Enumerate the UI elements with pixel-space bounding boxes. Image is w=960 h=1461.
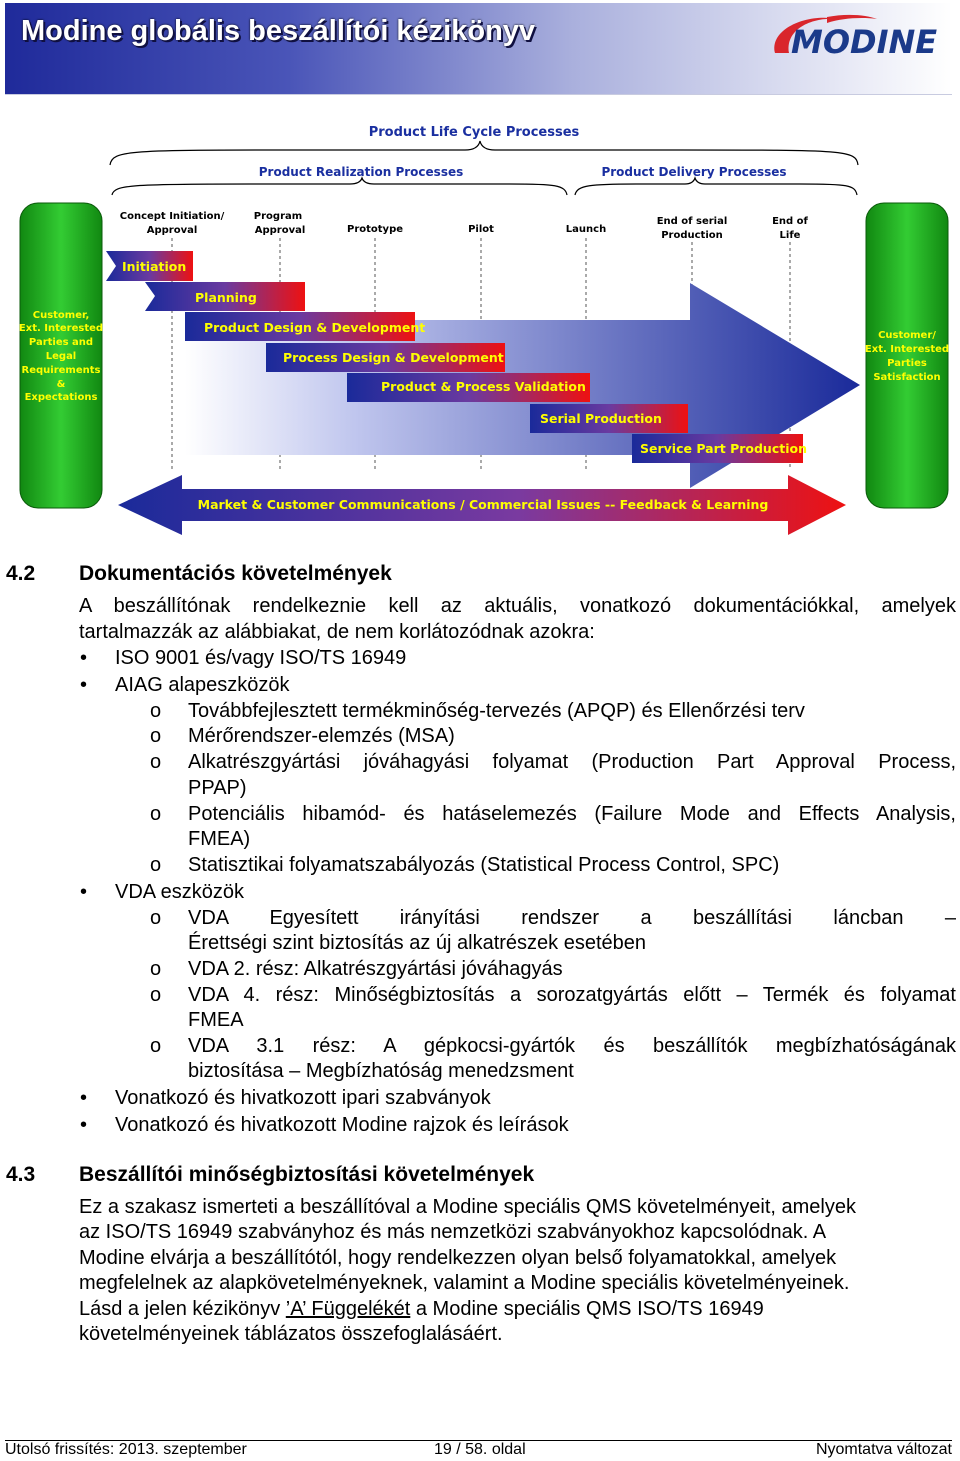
section-number: 4.3 — [6, 1163, 36, 1186]
realization-label: Product Realization Processes — [258, 165, 464, 179]
left-pillar-text-7: Expectations — [24, 392, 98, 403]
bullet-mark: • — [80, 881, 88, 903]
milestone-program: Program — [253, 211, 303, 222]
milestone-pilot: Pilot — [468, 224, 494, 235]
milestone-end-serial: End of serial — [656, 216, 728, 227]
sub-bullet-mark: o — [150, 907, 162, 929]
list-item: Vonatkozó és hivatkozott ipari szabványok — [115, 1087, 491, 1109]
logo-text: MODINE — [791, 23, 938, 61]
sub-bullet-mark: o — [150, 958, 162, 980]
section-title: Beszállítói minőségbiztosítási követelmények — [79, 1163, 535, 1186]
sub-list-item-cont: FMEA) — [188, 828, 251, 850]
milestone-launch: Launch — [565, 224, 607, 235]
milestone-concept-2: Approval — [146, 225, 198, 236]
left-pillar-text-6: & — [56, 379, 66, 390]
left-pillar-text-2: Ext. Interested — [18, 323, 104, 334]
sub-bullet-mark: o — [150, 700, 162, 722]
phase-label-process-design: Process Design & Development — [283, 350, 504, 365]
list-item: Vonatkozó és hivatkozott Modine rajzok és leírások — [115, 1114, 569, 1136]
modine-logo — [767, 9, 947, 69]
milestone-prototype: Prototype — [346, 224, 404, 235]
sub-list-item: VDA 3.1 rész: A gépkocsi-gyártók és beszállítók megbízhatóságának — [188, 1035, 956, 1057]
section-number: 4.2 — [6, 562, 36, 585]
intro-line-2: tartalmazzák az alábbiakat, de nem korlátozódnak azokra: — [79, 621, 595, 643]
sub-bullet-mark: o — [150, 803, 162, 825]
phase-label-initiation: Initiation — [122, 259, 187, 274]
para-line — [79, 1297, 956, 1323]
bullet-mark: • — [80, 674, 88, 696]
sub-list-item-cont: biztosítása – Megbízhatóság menedzsment — [188, 1060, 574, 1082]
list-item: AIAG alapeszközök — [115, 674, 290, 696]
left-pillar-text-4: Legal — [45, 351, 77, 362]
sub-list-item: Alkatrészgyártási jóváhagyási folyamat (Production Part Approval Process, — [188, 751, 956, 773]
para-text: a Modine speciális QMS ISO/TS 16949 — [410, 1298, 764, 1320]
para-text: Lásd a jelen kézikönyv — [79, 1298, 286, 1320]
sub-bullet-mark: o — [150, 725, 162, 747]
para-line: követelményeinek táblázatos összefoglalásáért. — [79, 1323, 503, 1345]
para-line: az ISO/TS 16949 szabványhoz és más nemzetközi szabványokhoz kapcsolódnak. A — [79, 1221, 827, 1243]
sub-list-item-cont: FMEA — [188, 1009, 244, 1031]
sub-list-item: VDA 4. rész: Minőségbiztosítás a sorozatgyártás előtt – Termék és folyamat — [188, 984, 956, 1006]
sub-list-item-cont: Érettségi szint biztosítás az új alkatrészek esetében — [188, 932, 647, 954]
milestone-end-life: End of — [772, 216, 808, 227]
phase-label-serial: Serial Production — [540, 411, 662, 426]
header-title: Modine globális beszállítói kézikönyv — [21, 15, 536, 47]
para-line: Modine elvárja a beszállítótól, hogy rendelkezzen olyan belső folyamatokkal, amelyek — [79, 1247, 837, 1269]
milestone-program-2: Approval — [254, 225, 306, 236]
milestone-end-life-2: Life — [779, 230, 801, 241]
para-line: megfelelnek az alapkövetelményeknek, valamint a Modine speciális követelményeinek. — [79, 1272, 850, 1294]
diagram-top-label: Product Life Cycle Processes — [368, 125, 580, 140]
bullet-mark: • — [80, 1087, 88, 1109]
phase-label-product-design: Product Design & Development — [204, 320, 426, 335]
footer-print-version: Nyomtatva változat — [815, 1441, 952, 1458]
footer-last-updated: Utolsó frissítés: 2013. szeptember — [5, 1441, 247, 1458]
product-life-cycle-diagram — [0, 100, 960, 540]
bullet-mark: • — [80, 647, 88, 669]
page-header — [5, 3, 952, 95]
sub-list-item: Továbbfejlesztett termékminőség-tervezés (APQP) és Ellenőrzési terv — [188, 700, 805, 722]
bottom-arrow-label: Market & Customer Communications / Commercial Issues -- Feedback & Learning — [197, 497, 769, 512]
phase-label-validation: Product & Process Validation — [381, 379, 586, 394]
sub-bullet-mark: o — [150, 854, 162, 876]
list-item: VDA eszközök — [115, 881, 244, 903]
right-pillar — [866, 203, 948, 508]
right-pillar-text-1: Customer/ — [878, 330, 936, 341]
phase-label-planning: Planning — [195, 290, 257, 305]
sub-list-item: VDA Egyesített irányítási rendszer a beszállítási láncban – — [188, 907, 956, 929]
right-pillar-text-4: Satisfaction — [873, 372, 941, 383]
left-pillar-text-3: Parties and — [28, 337, 94, 348]
milestone-end-serial-2: Production — [661, 230, 723, 241]
sub-list-item: Statisztikai folyamatszabályozás (Statistical Process Control, SPC) — [188, 854, 780, 876]
sub-list-item: VDA 2. rész: Alkatrészgyártási jóváhagyás — [188, 958, 563, 980]
para-line: Ez a szakasz ismerteti a beszállítóval a Modine speciális QMS követelményeit, amelyek — [79, 1196, 856, 1218]
sub-bullet-mark: o — [150, 984, 162, 1006]
milestone-concept: Concept Initiation/ — [119, 211, 225, 222]
appendix-a-link[interactable]: ’A’ Függelékét — [285, 1298, 411, 1320]
right-pillar-text-3: Parties — [887, 358, 927, 369]
right-pillar-text-2: Ext. Interested — [864, 344, 950, 355]
section-title: Dokumentációs követelmények — [79, 562, 392, 585]
sub-list-item: Potenciális hibamód- és hatáselemezés (Failure Mode and Effects Analysis, — [188, 803, 956, 825]
sub-list-item: Mérőrendszer-elemzés (MSA) — [188, 725, 455, 747]
footer-page-number: 19 / 58. oldal — [434, 1441, 526, 1458]
sub-bullet-mark: o — [150, 751, 162, 773]
list-item: ISO 9001 és/vagy ISO/TS 16949 — [115, 647, 407, 669]
phase-label-service: Service Part Production — [640, 441, 807, 456]
intro-line-1: A beszállítónak rendelkeznie kell az aktuális, vonatkozó dokumentációkkal, amelyek — [79, 595, 956, 617]
sub-bullet-mark: o — [150, 1035, 162, 1057]
sub-list-item-cont: PPAP) — [188, 777, 247, 799]
bullet-mark: • — [80, 1114, 88, 1136]
delivery-label: Product Delivery Processes — [601, 165, 787, 179]
left-pillar-text-1: Customer, — [32, 310, 90, 321]
milestones — [120, 211, 809, 241]
left-pillar-text-5: Requirements — [21, 365, 101, 376]
